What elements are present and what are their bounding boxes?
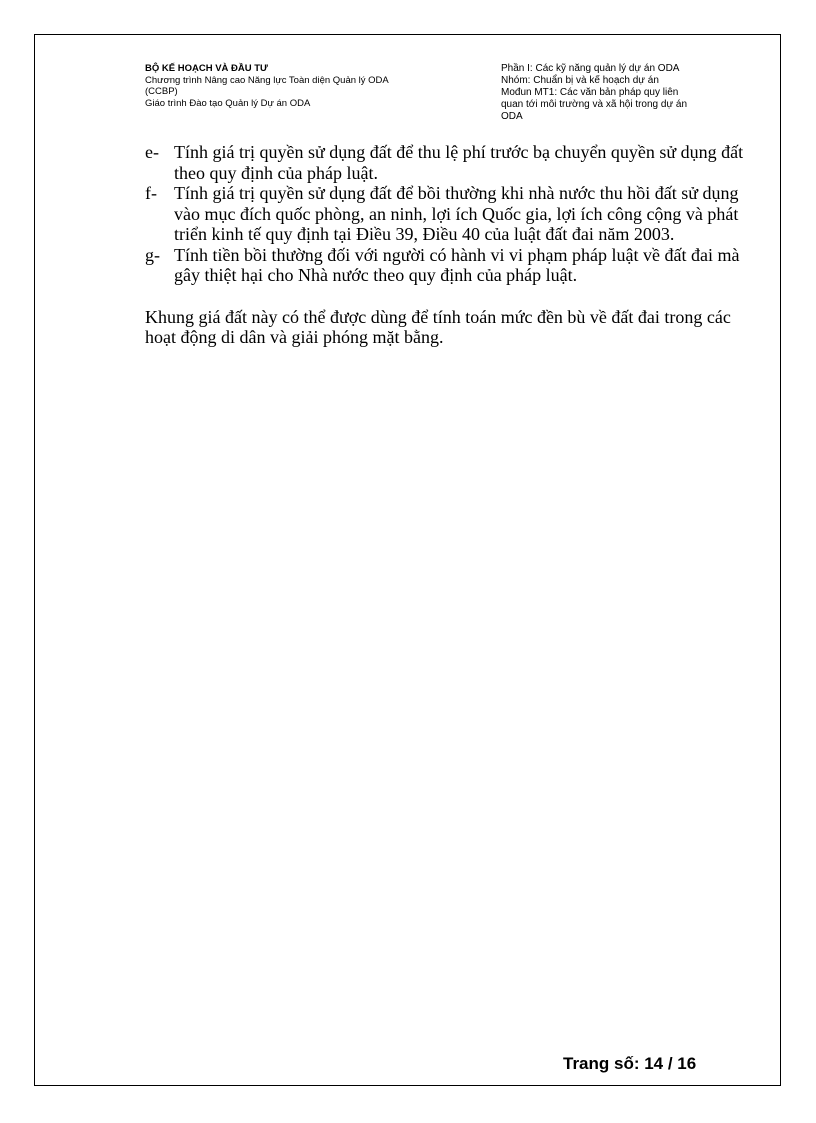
body-paragraph: Khung giá đất này có thể được dùng để tính toán mức đền bù về đất đai trong các hoạt động di dân và giải phóng mặt bằng. [145, 306, 731, 347]
header-module-line2: quan tới môi trường và xã hội trong dự án [501, 99, 688, 110]
list-marker: e- [145, 142, 159, 162]
header-group: Nhóm: Chuẩn bị và kế hoạch dự án [501, 75, 659, 86]
header-right [501, 63, 741, 123]
list-item-text: Tính giá trị quyền sử dụng đất để thu lệ phí trước bạ chuyển quyền sử dụng đất theo quy định của pháp luật. [174, 142, 744, 183]
header-program-line1: Chương trình Nâng cao Năng lực Toàn diện Quản lý ODA [145, 74, 389, 86]
header-left [145, 63, 485, 109]
header-part: Phần I: Các kỹ năng quản lý dự án ODA [501, 63, 680, 74]
list-item-text: Tính giá trị quyền sử dụng đất để bồi thường khi nhà nước thu hồi đất sử dụng vào mục đích quốc phòng, an ninh, lợi ích Quốc gia, lợi ích công cộng và phát triển kinh tế quy định tại Điều 39, Điều 40 của luật đất đai năm 2003. [174, 183, 739, 244]
list-marker: g- [145, 244, 160, 265]
header-program-line2: (CCBP) [145, 86, 178, 97]
list-marker: f- [145, 183, 157, 203]
header-organization: BỘ KẾ HOẠCH VÀ ĐẦU TƯ [145, 63, 268, 74]
list-item-text: Tính tiền bồi thường đối với người có hành vi vi phạm pháp luật về đất đai mà gây thiệt hại cho Nhà nước theo quy định của pháp luật. [174, 244, 740, 285]
list-item-f [145, 183, 765, 245]
list-item-e [145, 142, 765, 183]
page-number: Trang số: 14 / 16 [563, 1054, 697, 1073]
list-item-g [145, 245, 765, 286]
main-content [145, 142, 765, 366]
header-module-line3: ODA [501, 111, 523, 122]
header-module-line1: Mođun MT1: Các văn bản pháp quy liên [501, 87, 679, 98]
header-course: Giáo trình Đào tạo Quản lý Dự án ODA [145, 97, 311, 109]
